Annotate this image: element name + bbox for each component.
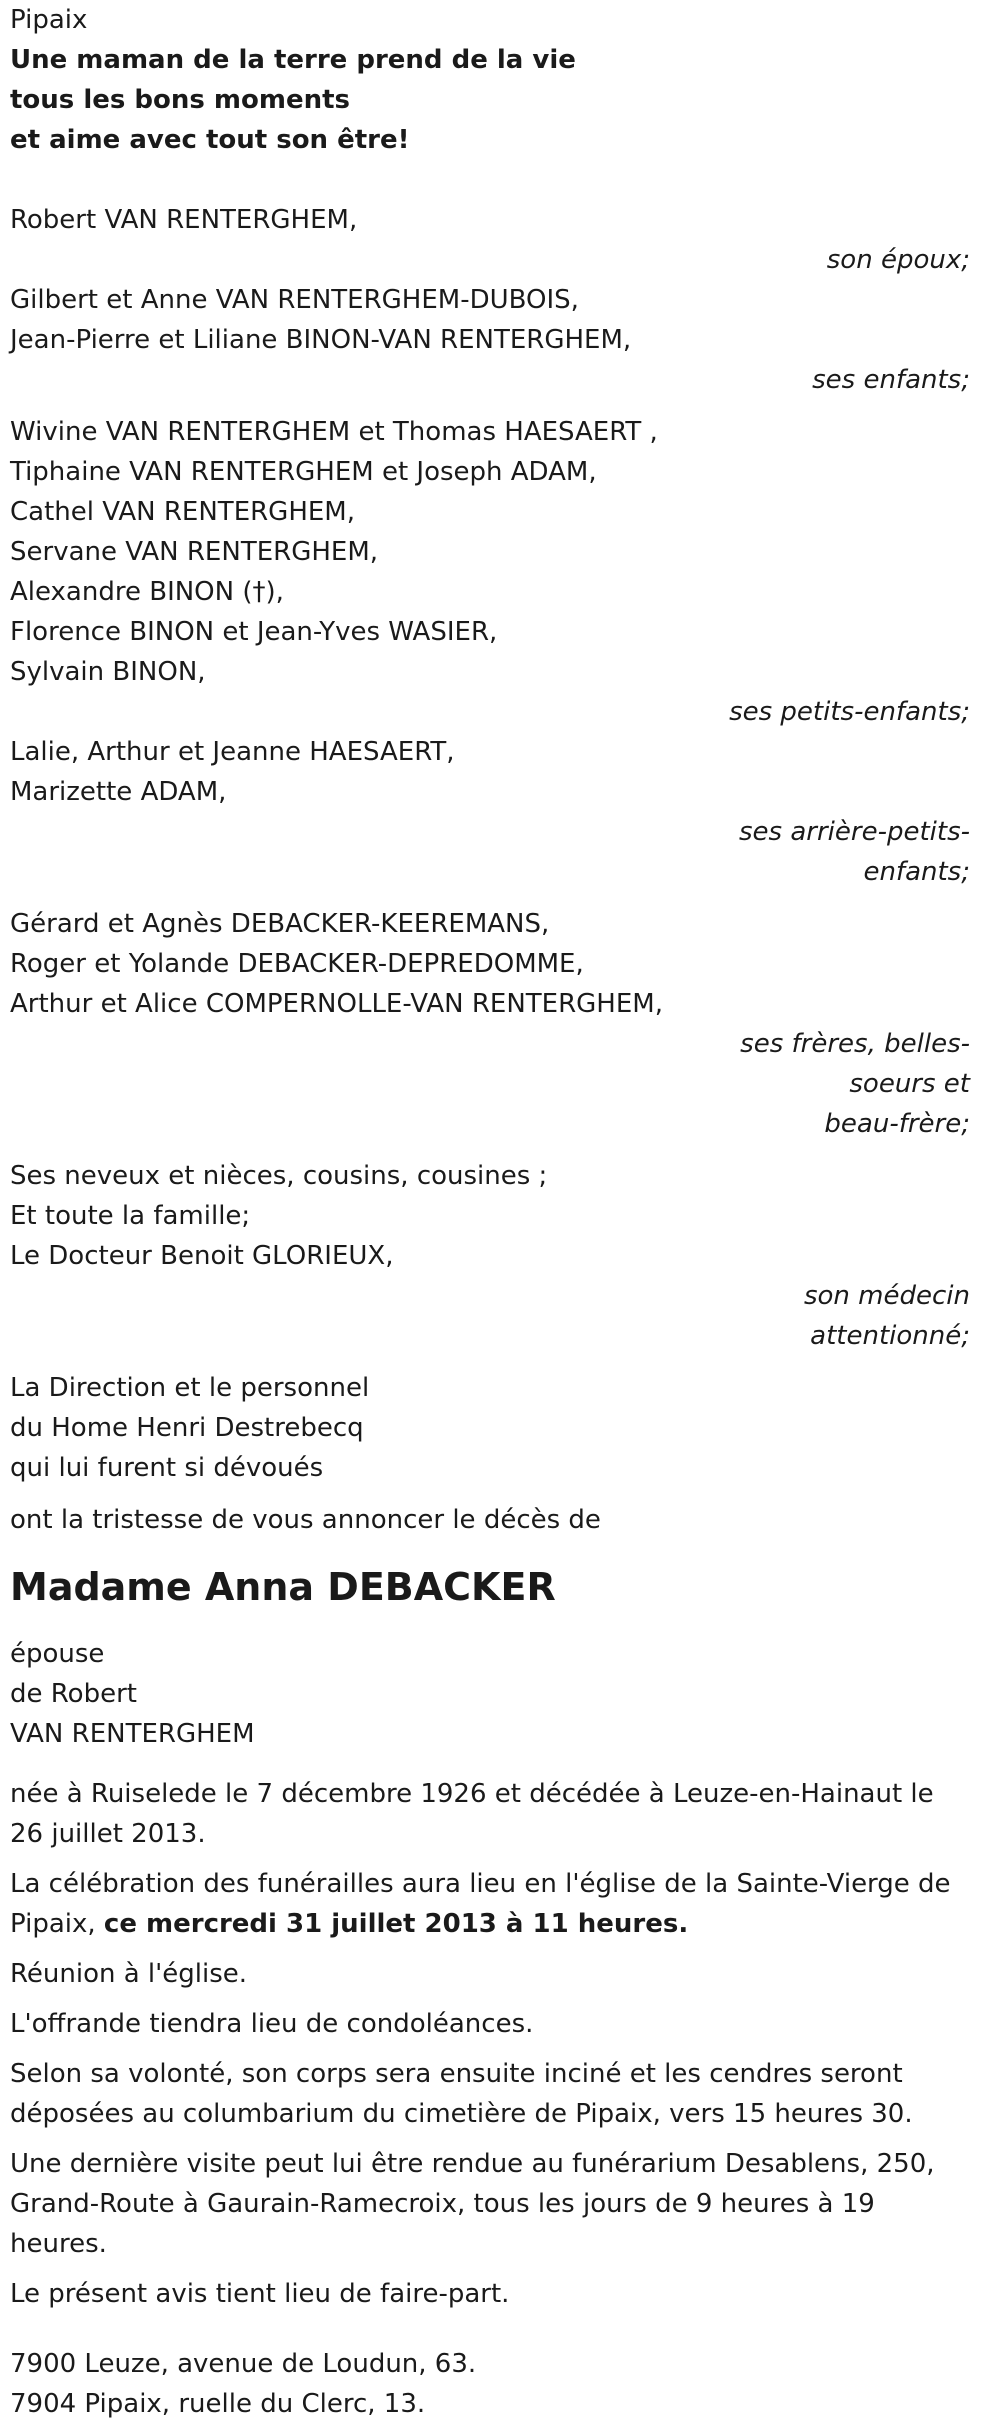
family-name: Marizette ADAM, xyxy=(10,777,227,807)
paragraph: Selon sa volonté, son corps sera ensuite inciné et les cendres seront déposées au columbarium du cimetière de Pipaix, vers 15 heures 30. xyxy=(10,2059,913,2129)
relation-label: attentionné; xyxy=(810,1321,970,1351)
funeral-paragraph xyxy=(10,1864,970,1944)
relation-label: ses enfants; xyxy=(812,365,970,395)
intro-line: Une maman de la terre prend de la vie xyxy=(10,45,576,75)
funeral-text: La célébration des funérailles aura lieu en l'église de la Sainte-Vierge de Pipaix, xyxy=(10,1869,951,1939)
relation-label: enfants; xyxy=(863,857,970,887)
family-name: Cathel VAN RENTERGHEM, xyxy=(10,497,356,527)
staff-line: La Direction et le personnel xyxy=(10,1373,370,1403)
family-name: Servane VAN RENTERGHEM, xyxy=(10,537,379,567)
birth-death-text: née à Ruiselede le 7 décembre 1926 et décédée à Leuze-en-Hainaut le 26 juillet 2013. xyxy=(10,1779,934,1849)
family-group-spouse xyxy=(10,200,970,280)
staff-line: du Home Henri Destrebecq xyxy=(10,1413,364,1443)
relation-label: son médecin xyxy=(803,1281,970,1311)
family-group-extended xyxy=(10,1156,970,1356)
spouse-info xyxy=(10,1634,970,1754)
place: Pipaix xyxy=(10,5,88,35)
family-group-siblings xyxy=(10,904,970,1144)
intro-line: et aime avec tout son être! xyxy=(10,125,410,155)
address-line: 7904 Pipaix, ruelle du Clerc, 13. xyxy=(10,2389,426,2419)
deceased-name: Madame Anna DEBACKER xyxy=(10,1565,556,1609)
relation-label: son époux; xyxy=(826,245,970,275)
family-name: Sylvain BINON, xyxy=(10,657,206,687)
intro-poem xyxy=(10,40,970,160)
staff-line: qui lui furent si dévoués xyxy=(10,1453,324,1483)
family-name: Et toute la famille; xyxy=(10,1201,251,1231)
family-name: Jean-Pierre et Liliane BINON-VAN RENTERGHEM, xyxy=(10,325,632,355)
spouse-line: VAN RENTERGHEM xyxy=(10,1719,255,1749)
paragraph: Une dernière visite peut lui être rendue au funérarium Desablens, 250, Grand-Route à Gaurain-Ramecroix, tous les jours de 9 heures à 19 heures. xyxy=(10,2149,935,2259)
relation-label: beau-frère; xyxy=(824,1109,970,1139)
paragraph: Réunion à l'église. xyxy=(10,1959,248,1989)
relation-label: ses petits-enfants; xyxy=(729,697,970,727)
paragraph: Le présent avis tient lieu de faire-part. xyxy=(10,2279,510,2309)
family-name: Roger et Yolande DEBACKER-DEPREDOMME, xyxy=(10,949,584,979)
family-name: Ses neveux et nièces, cousins, cousines ; xyxy=(10,1161,548,1191)
relation-label: soeurs et xyxy=(849,1069,970,1099)
relation-label: ses arrière-petits- xyxy=(739,817,970,847)
family-name: Le Docteur Benoit GLORIEUX, xyxy=(10,1241,394,1271)
spouse-line: de Robert xyxy=(10,1679,137,1709)
spouse-line: épouse xyxy=(10,1639,105,1669)
family-group-children xyxy=(10,280,970,400)
family-name: Arthur et Alice COMPERNOLLE-VAN RENTERGHEM, xyxy=(10,989,663,1019)
family-name: Tiphaine VAN RENTERGHEM et Joseph ADAM, xyxy=(10,457,597,487)
addresses xyxy=(10,2344,970,2424)
relation-label: ses frères, belles- xyxy=(740,1029,970,1059)
funeral-date: ce mercredi 31 juillet 2013 à 11 heures. xyxy=(103,1909,689,1939)
family-name: Alexandre BINON (†), xyxy=(10,577,284,607)
staff-mention xyxy=(10,1368,970,1488)
family-name: Florence BINON et Jean-Yves WASIER, xyxy=(10,617,498,647)
address-line: 7900 Leuze, avenue de Loudun, 63. xyxy=(10,2349,477,2379)
family-group-grandchildren xyxy=(10,412,970,732)
paragraph: L'offrande tiendra lieu de condoléances. xyxy=(10,2009,534,2039)
family-group-great-grandchildren xyxy=(10,732,970,892)
family-name: Robert VAN RENTERGHEM, xyxy=(10,205,358,235)
family-name: Lalie, Arthur et Jeanne HAESAERT, xyxy=(10,737,455,767)
announcement-text: ont la tristesse de vous annoncer le décès de xyxy=(10,1505,601,1535)
intro-line: tous les bons moments xyxy=(10,85,351,115)
family-name: Wivine VAN RENTERGHEM et Thomas HAESAERT , xyxy=(10,417,658,447)
family-name: Gérard et Agnès DEBACKER-KEEREMANS, xyxy=(10,909,550,939)
family-name: Gilbert et Anne VAN RENTERGHEM-DUBOIS, xyxy=(10,285,579,315)
